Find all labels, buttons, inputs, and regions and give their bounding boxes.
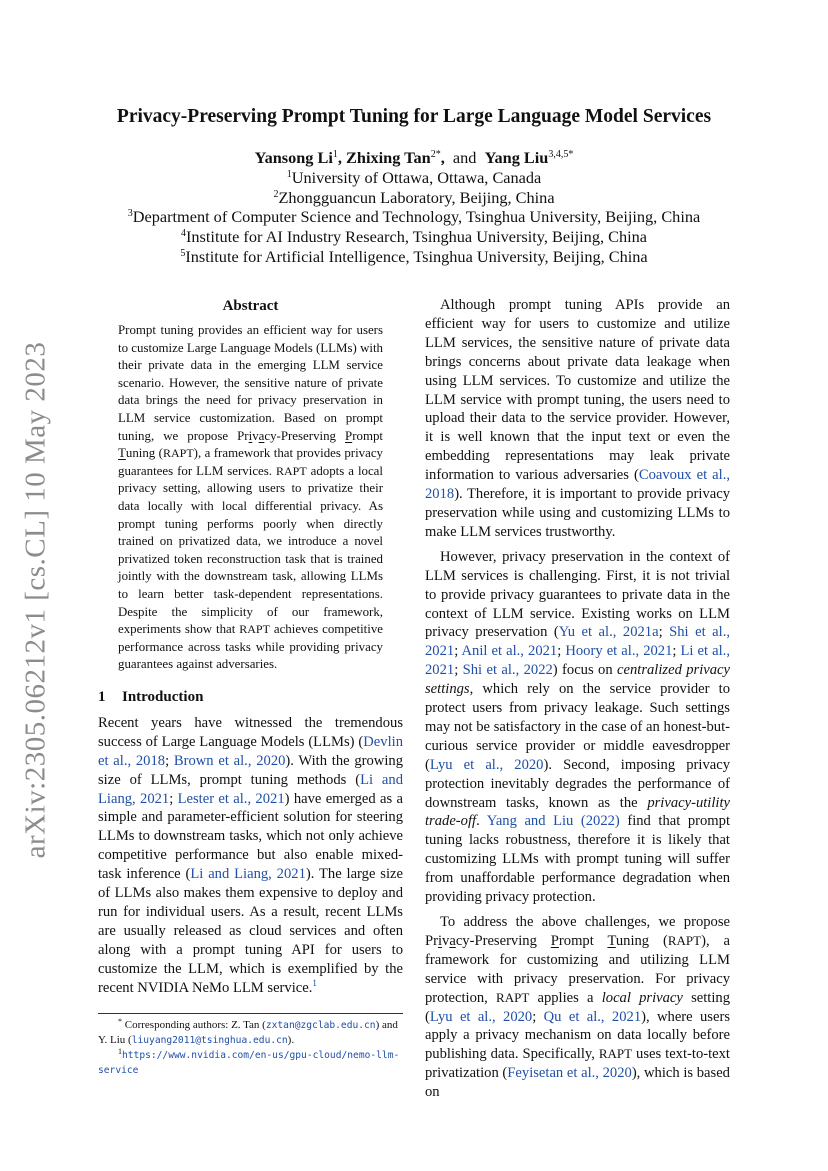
citation-link[interactable]: Shi et al., 2022 — [462, 662, 553, 679]
citation-link[interactable]: Anil et al., 2021 — [461, 643, 558, 660]
citation-link[interactable]: Lyu et al., 2020 — [429, 1008, 533, 1025]
author-name: Yang Liu — [484, 148, 549, 167]
body-paragraph: Although prompt tuning APIs provide an efficient way for users to customize and utilize LLM services, the sensitive nature of private data brings concerns about private data leakage when using LLM services. To customize and utilize the LLM service with prompt tuning, the users need to upload their data to the service provider. However, it is well known that the input text or even the embedding representations may leak private information to various adversaries (Coavoux et al., 2018). Therefore, it is important to provide privacy preservation while using and customizing LLMs to make LLM services trustworthy. — [425, 297, 730, 540]
left-column — [98, 296, 403, 997]
citation-link[interactable]: Lester et al., 2021 — [177, 790, 285, 807]
affiliation: $^2$Zhongguancun Laboratory, Beijing, China — [273, 187, 555, 207]
citation-link[interactable]: Yang and Liu (2022) — [486, 813, 620, 830]
footnotes — [98, 1013, 403, 1078]
affiliation: $^4$Institute for AI Industry Research, Tsinghua University, Beijing, China — [181, 227, 647, 247]
abstract-heading: Abstract — [222, 298, 279, 314]
citation-link[interactable]: Shi et al., 2021 — [425, 624, 730, 660]
abstract-text: Prompt tuning provides an efficient way for users to customize Large Language Models (LLMs) with their private data in the emerging LLM service scenario. However, the sensitive nature of private data brings the need for privacy preservation in LLM service customization. Based on prompt tuning, we propose Privacy-Preserving Prompt Tuning (RAPT), a framework that provides privacy guarantees for LLM services. RAPT adopts a local privacy setting, allowing users to privatize their data locally with local differential privacy. As prompt tuning performs poorly when directly trained on privatized data, we introduce a novel privatized token reconstruction task that is trained jointly with the downstream task, allowing LLMs to learn better task-dependent representations. Despite the simplicity of our framework, experiments show that RAPT achieves competitive performance across tasks while providing privacy guarantees against adversaries. — [118, 323, 383, 672]
citation-link[interactable]: Brown et al., 2020 — [173, 752, 286, 769]
author-block — [0, 148, 828, 267]
citation-link[interactable]: Li et al., 2021 — [425, 643, 730, 679]
author-conjunction: and — [452, 148, 477, 167]
citation-link[interactable]: Devlin et al., 2018 — [98, 733, 403, 769]
body-paragraph: To address the above challenges, we propose Privacy-Preserving Prompt Tuning (RAPT), a framework for customizing and utilizing LLM service with privacy preservation. For privacy protection, RAPT applies a local privacy setting (Lyu et al., 2020; Qu et al., 2021), where users apply a privacy mechanism on data locally before publishing data. Specifically, RAPT uses text-to-text privatization (Feyisetan et al., 2020), which is based on — [425, 914, 731, 1101]
email-link[interactable]: liuyang2011@tsinghua.edu.cn — [131, 1035, 288, 1046]
author-name: Yansong Li — [254, 148, 333, 167]
author-line: Yansong Li$^1$, Zhixing Tan$^{2*}$, and Yang Liu$^{3,4,5*}$ — [254, 148, 574, 167]
intro-paragraph: Recent years have witnessed the tremendous success of Large Language Models (LLMs) (Devlin et al., 2018; Brown et al., 2020). With the growing size of LLMs, prompt tuning methods (Li and Liang, 2021; Lester et al., 2021) have emerged as a simple and parameter-efficient solution for steering LLMs to downstream tasks, which not only achieve competitive performance but also enable mixed-task inference (Li and Liang, 2021). The large size of LLMs also makes them expensive to deploy and run for individual users. As a result, recent LLMs are usually released as cloud services and often along with a prompt tuning API for users to customize the LLM, which is exemplified by the recent NVIDIA NeMo LLM service.$^1$ — [98, 714, 403, 996]
affiliation: $^5$Institute for Artificial Intelligence, Tsinghua University, Beijing, China — [180, 246, 648, 266]
citation-link[interactable]: Lyu et al., 2020 — [429, 756, 544, 773]
email-link[interactable]: zxtan@zgclab.edu.cn — [265, 1020, 376, 1031]
body-paragraph: However, privacy preservation in the context of LLM services is challenging. First, it is not trivial to provide privacy guarantees to private data in the context of LLM service. Existing works on LLM privacy preservation (Yu et al., 2021a; Shi et al., 2021; Anil et al., 2021; Hoory et al., 2021; Li et al., 2021; Shi et al., 2022) focus on centralized privacy settings, which rely on the service provider to protect users from privacy leakage. Such settings may not be satisfactory in the case of an honest-but-curious service provider or middle eavesdropper (Lyu et al., 2020). Second, imposing privacy protection inevitably degrades the performance of downstream tasks, known as the privacy-utility trade-off. Yang and Liu (2022) find that prompt tuning lacks robustness, therefore it is likely that customizing LLMs with prompt tuning will suffer from unaffordable performance degradation when providing privacy protection. — [425, 548, 731, 906]
footnote-url: $^1$https://www.nvidia.com/en-us/gpu-cloud/nemo-llm-service — [98, 1047, 400, 1076]
citation-link[interactable]: Li and Liang, 2021 — [190, 866, 306, 883]
footnote-corresponding: * Corresponding authors: Z. Tan (zxtan@zgclab.edu.cn) and Y. Liu (liuyang2011@tsinghua.edu.cn). — [98, 1017, 398, 1046]
url-link[interactable]: https://www.nvidia.com/en-us/gpu-cloud/nemo-llm-service — [98, 1050, 400, 1076]
citation-link[interactable]: Yu et al., 2021a — [558, 624, 659, 641]
author-sup: 1 — [332, 149, 338, 160]
citation-link[interactable]: Li and Liang, 2021 — [98, 771, 403, 807]
author-name: Zhixing Tan — [346, 148, 431, 167]
arxiv-watermark: arXiv:2305.06212v1 [cs.CL] 10 May 2023 — [19, 341, 52, 859]
right-column — [425, 296, 730, 1102]
affiliation: $^3$Department of Computer Science and Technology, Tsinghua University, Beijing, China — [127, 207, 701, 227]
section-heading-introduction: 1 Introduction — [98, 688, 204, 705]
affiliation: $^1$University of Ottawa, Ottawa, Canada — [286, 167, 542, 187]
citation-link[interactable]: Feyisetan et al., 2020 — [507, 1065, 632, 1082]
citation-link[interactable]: Coavoux et al., 2018 — [425, 467, 730, 503]
citation-link[interactable]: Hoory et al., 2021 — [565, 643, 673, 660]
paper-title: Privacy-Preserving Prompt Tuning for Large Language Model Services — [116, 106, 712, 127]
author-sup: 3,4,5* — [548, 149, 574, 160]
citation-link[interactable]: Qu et al., 2021 — [543, 1008, 642, 1025]
footnote-ref[interactable]: 1 — [312, 977, 317, 988]
author-sup: 2* — [430, 149, 441, 160]
